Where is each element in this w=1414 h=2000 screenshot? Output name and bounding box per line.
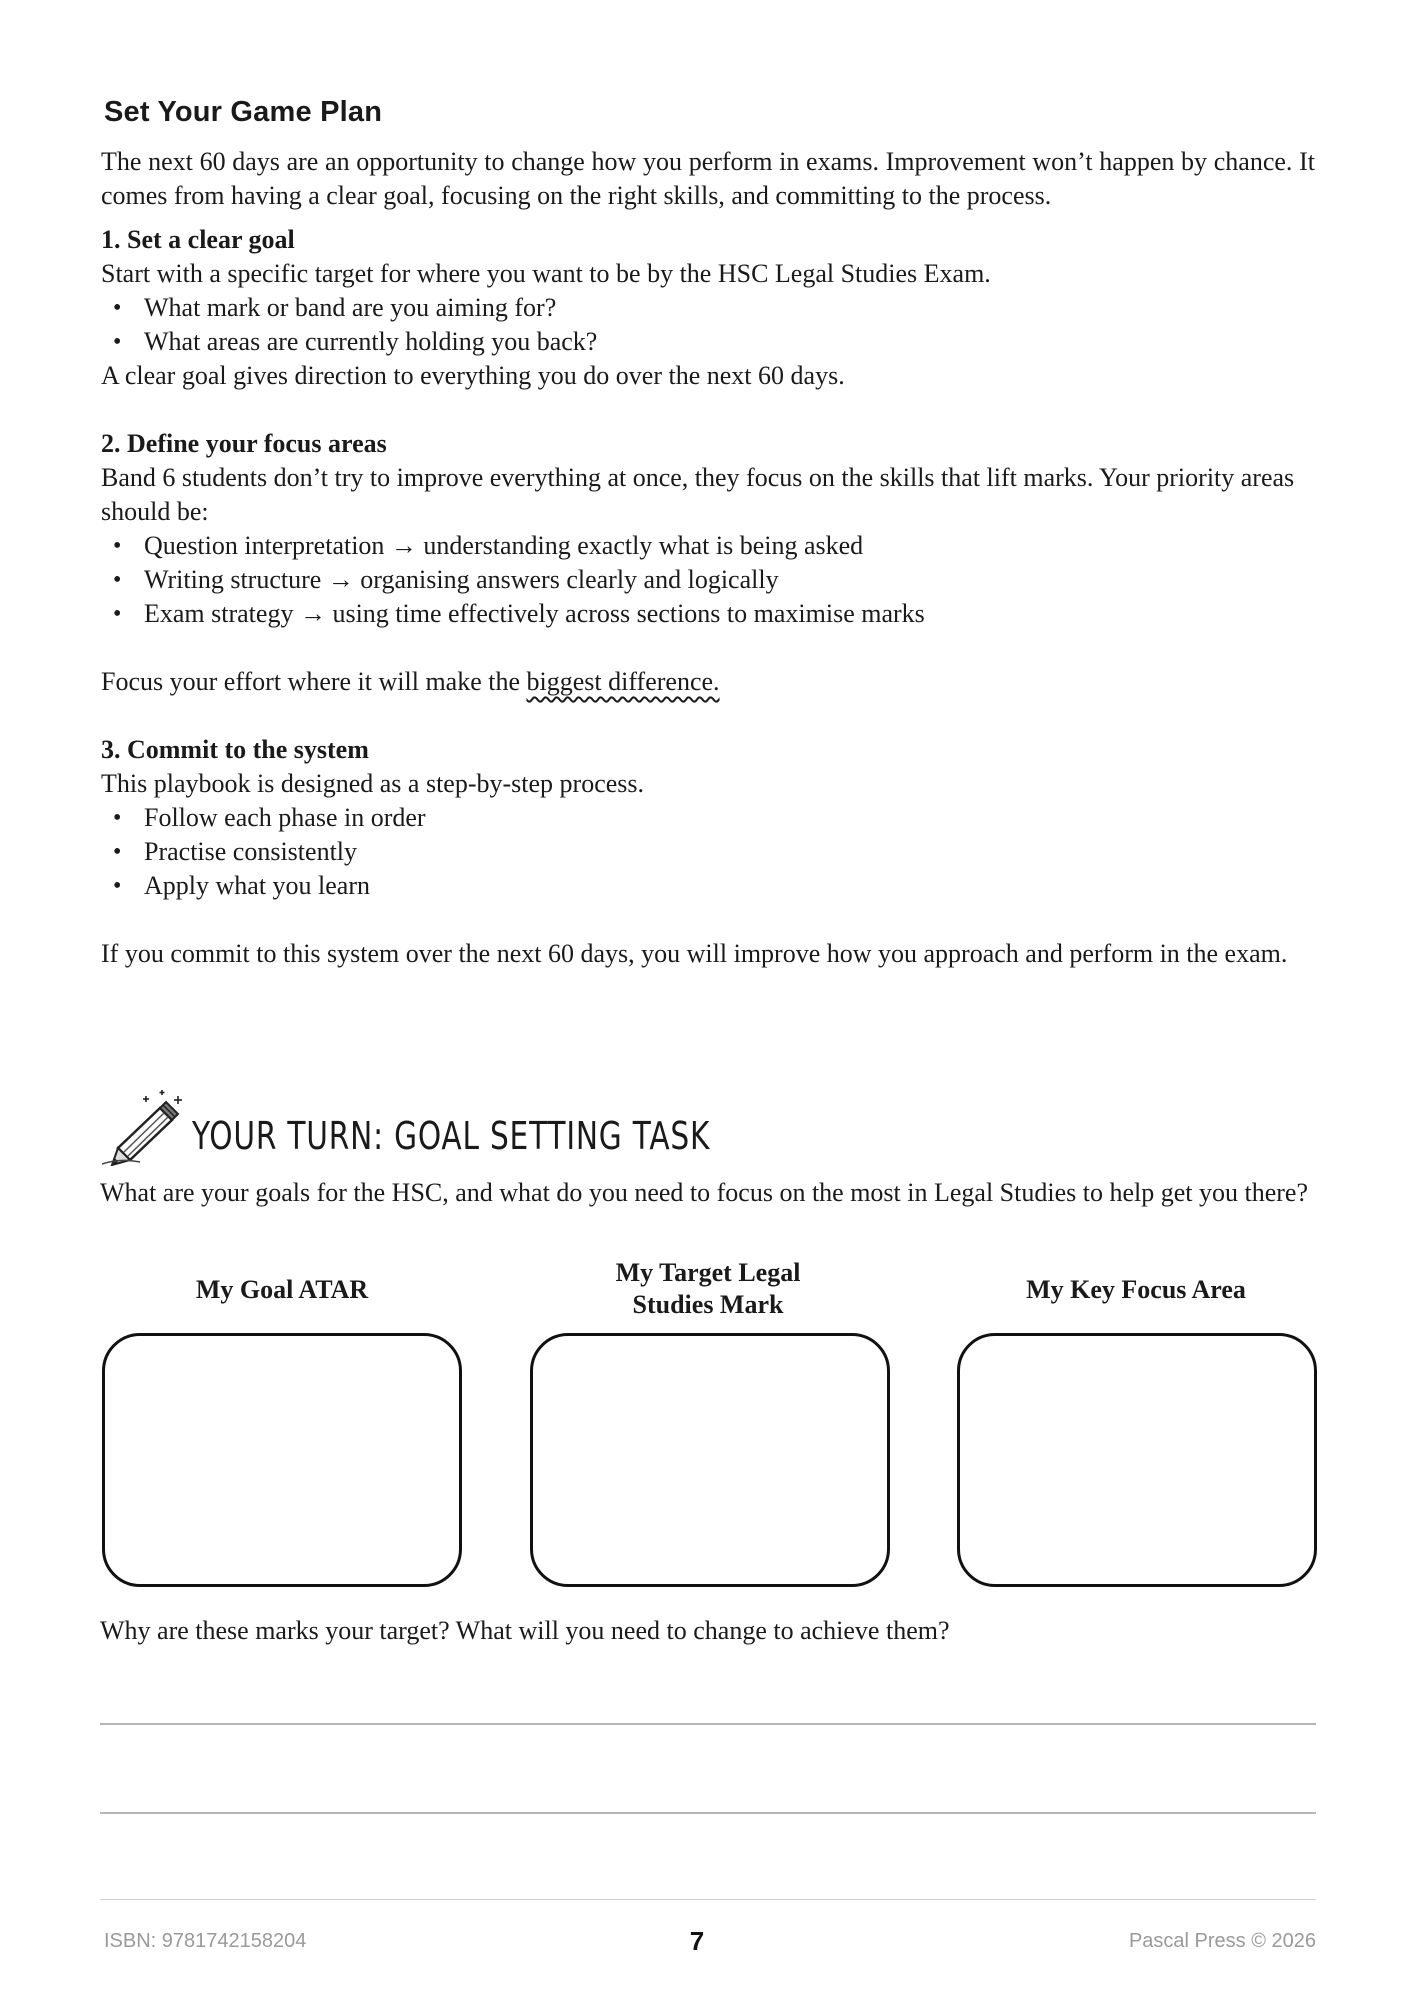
pencil-icon <box>100 1088 186 1166</box>
emphasis-text: biggest difference. <box>526 667 720 696</box>
section-3-lead: This playbook is designed as a step-by-step process. <box>101 769 645 798</box>
section-1-closing: A clear goal gives direction to everything you do over the next 60 days. <box>101 361 845 390</box>
target-mark-label <box>528 1257 888 1321</box>
list-item: • Apply what you learn <box>101 869 1315 903</box>
list-item: • Question interpretation → understanding exactly what is being asked <box>101 529 1315 563</box>
section-3-closing: If you commit to this system over the next 60 days, you will improve how you approach and perform in the exam. <box>101 939 1288 968</box>
section-1-lead: Start with a specific target for where you want to be by the HSC Legal Studies Exam. <box>101 259 991 288</box>
page-number: 7 <box>689 1926 705 1956</box>
answer-line[interactable] <box>100 1812 1316 1814</box>
isbn-text: ISBN: 9781742158204 <box>104 1930 307 1952</box>
goal-atar-label: My Goal ATAR <box>195 1275 369 1304</box>
section-2-closing <box>101 665 1315 699</box>
closing-text: Focus your effort where it will make the <box>101 667 527 696</box>
footer-divider <box>100 1899 1316 1900</box>
target-mark-box[interactable] <box>530 1333 890 1587</box>
list-item: • Exam strategy → using time effectively across sections to maximise marks <box>101 597 1315 631</box>
task-header <box>100 1088 800 1168</box>
focus-area-box[interactable] <box>957 1333 1317 1587</box>
list-item: • Practise consistently <box>101 835 1315 869</box>
target-mark-label-line-2: Studies Mark <box>632 1290 784 1319</box>
section-2-list <box>101 529 1315 631</box>
section-2-lead: Band 6 students don’t try to improve everything at once, they focus on the skills that lift marks. Your priority areas should be: <box>101 463 1295 526</box>
list-item: • What mark or band are you aiming for? <box>101 291 1315 325</box>
game-plan-content <box>101 145 1315 971</box>
list-item: • What areas are currently holding you back? <box>101 325 1315 359</box>
section-1-list <box>101 291 1315 359</box>
section-2-title: 2. Define your focus areas <box>101 429 387 458</box>
focus-area-label: My Key Focus Area <box>1026 1275 1246 1304</box>
section-1-title: 1. Set a clear goal <box>101 225 295 254</box>
task-prompt: What are your goals for the HSC, and what do you need to focus on the most in Legal Studies to help get you there? <box>100 1178 1308 1207</box>
list-item: • Follow each phase in order <box>101 801 1315 835</box>
section-3-list <box>101 801 1315 903</box>
page-heading: Set Your Game Plan <box>104 96 383 128</box>
section-3-title: 3. Commit to the system <box>101 735 369 764</box>
target-mark-label-line-1: My Target Legal <box>615 1258 801 1287</box>
publisher-text: Pascal Press © 2026 <box>1128 1930 1316 1952</box>
reflection-question: Why are these marks your target? What will you need to change to achieve them? <box>100 1616 950 1645</box>
goal-atar-box[interactable] <box>102 1333 462 1587</box>
list-item: • Writing structure → organising answers clearly and logically <box>101 563 1315 597</box>
intro-paragraph: The next 60 days are an opportunity to change how you perform in exams. Improvement won’t happen by chance. It comes from having a clear goal, focusing on the right skills, and committing to the process. <box>101 147 1315 210</box>
task-title: YOUR TURN: GOAL SETTING TASK <box>192 1114 711 1158</box>
answer-line[interactable] <box>100 1723 1316 1725</box>
